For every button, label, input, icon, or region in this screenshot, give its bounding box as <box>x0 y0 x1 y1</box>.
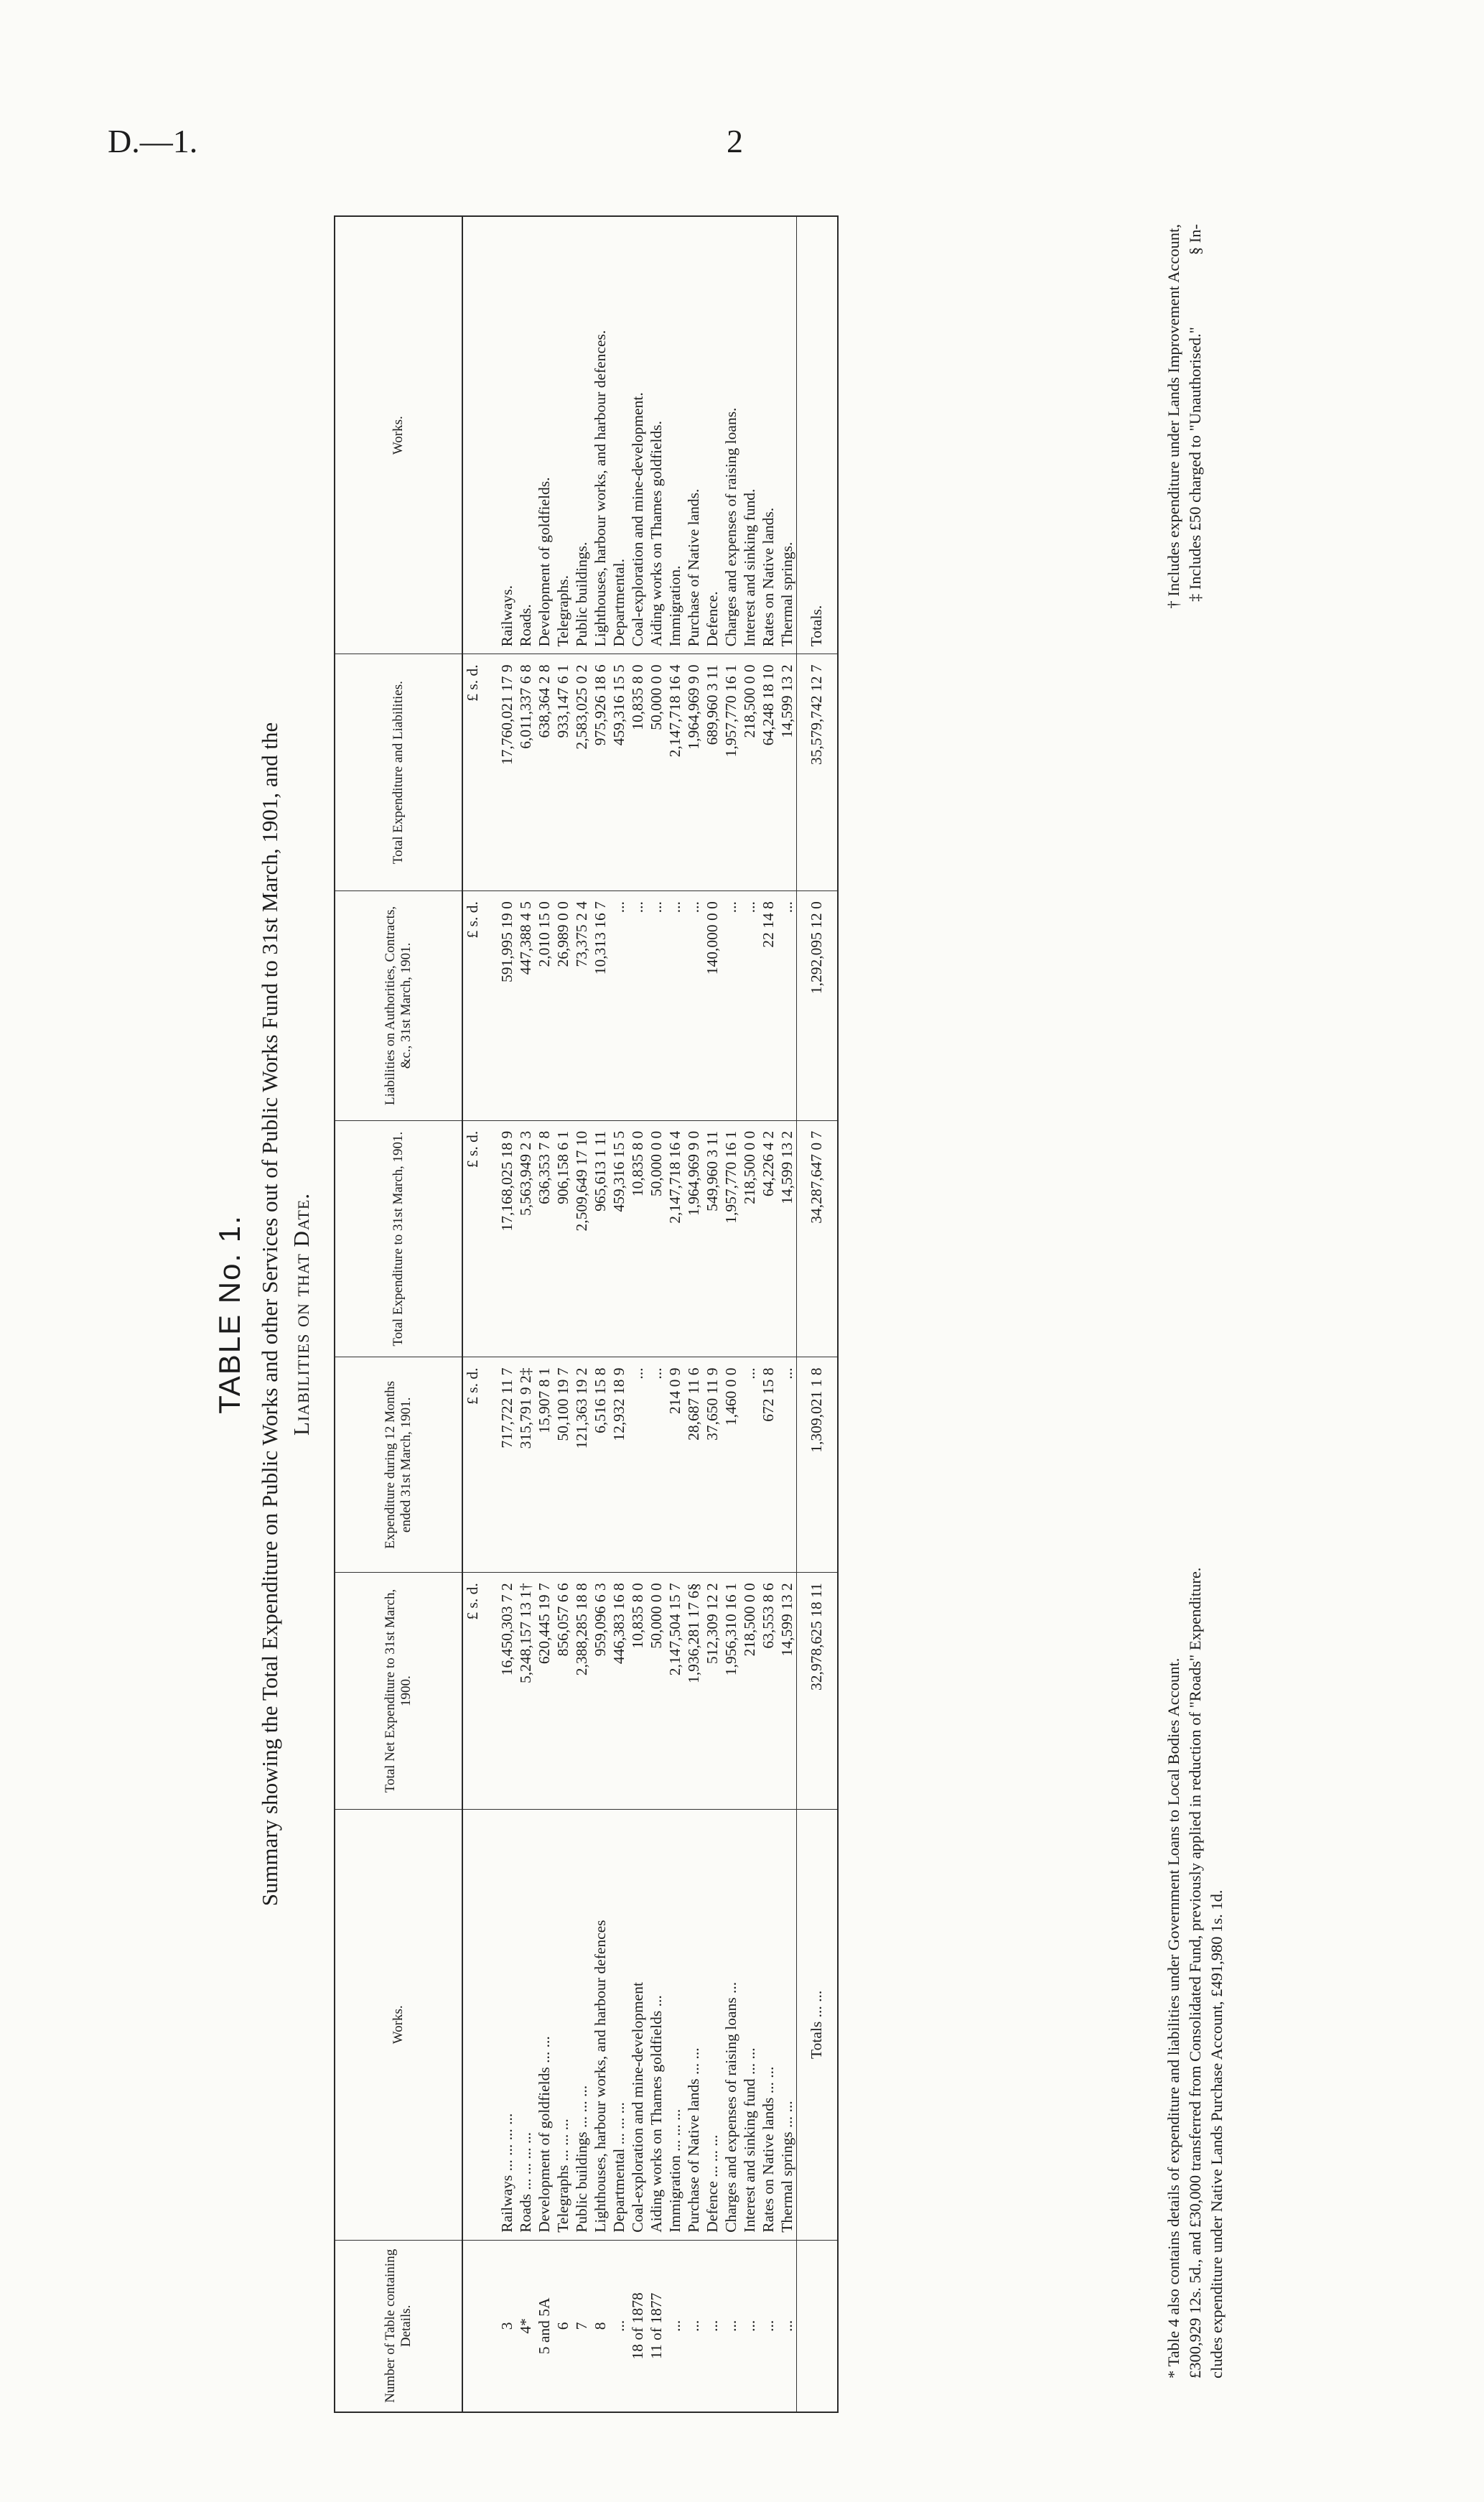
row-ref: ... <box>610 2240 628 2412</box>
table-summary <box>254 215 317 2413</box>
row-liab: 22 14 8 <box>759 891 778 1121</box>
row-total1901: 5,563,949 2 3 <box>516 1120 535 1357</box>
totals-net1900: 32,978,625 18 11 <box>797 1573 839 1810</box>
row-totalexp: 218,500 0 0 <box>740 654 759 891</box>
row-totalexp: 64,248 18 10 <box>759 654 778 891</box>
row-exp12: ... <box>628 1357 647 1573</box>
row-works-right: Coal-exploration and mine-development. <box>628 216 647 654</box>
row-net1900: 2,388,285 18 8 <box>572 1573 591 1810</box>
table-row <box>722 216 740 2412</box>
row-total1901: 10,835 8 0 <box>628 1120 647 1357</box>
row-works: Defence ... ... ... <box>703 1809 722 2240</box>
footnote-dagger: † Includes expenditure under Lands Improvement Account, <box>1165 224 1182 609</box>
row-net1900: 959,096 6 3 <box>591 1573 610 1810</box>
totals-totalexp: 35,579,742 12 7 <box>797 654 839 891</box>
row-net1900: 446,383 16 8 <box>610 1573 628 1810</box>
table-row <box>666 216 684 2412</box>
row-net1900: 14,599 13 2 <box>778 1573 797 1810</box>
row-net1900: 1,956,310 16 1 <box>722 1573 740 1810</box>
row-works: Coal-exploration and mine-development <box>628 1809 647 2240</box>
row-works-right: Railways. <box>482 216 516 654</box>
col-header-total1901: Total Expenditure to 31st March, 1901. <box>335 1120 462 1357</box>
row-net1900: 10,835 8 0 <box>628 1573 647 1810</box>
table-row <box>535 216 554 2412</box>
row-ref: ... <box>759 2240 778 2412</box>
row-works: Purchase of Native lands ... ... <box>684 1809 703 2240</box>
row-total1901: 64,226 4 2 <box>759 1120 778 1357</box>
col-header-net1900: Total Net Expenditure to 31st March, 1900. <box>335 1573 462 1810</box>
footnote-double-dagger: ‡ Includes £50 charged to "Unauthorised." <box>1186 327 1204 602</box>
row-totalexp: 2,583,025 0 2 <box>572 654 591 891</box>
footnote-section: § In- <box>1186 224 1204 256</box>
row-exp12: 121,363 19 2 <box>572 1357 591 1573</box>
row-liab: 73,375 2 4 <box>572 891 591 1121</box>
row-liab: ... <box>628 891 647 1121</box>
row-exp12: 37,650 11 9 <box>703 1357 722 1573</box>
col-header-works: Works. <box>335 1809 462 2240</box>
row-totalexp: 17,760,021 17 9 <box>482 654 516 891</box>
table-row <box>628 216 647 2412</box>
row-net1900: 512,309 12 2 <box>703 1573 722 1810</box>
row-totalexp: 1,957,770 16 1 <box>722 654 740 891</box>
row-works-right: Departmental. <box>610 216 628 654</box>
col-header-exp12: Expenditure during 12 Months ended 31st March, 1901. <box>335 1357 462 1573</box>
col-header-totalexp: Total Expenditure and Liabilities. <box>335 654 462 891</box>
row-liab: 447,388 4 5 <box>516 891 535 1121</box>
row-totalexp: 10,835 8 0 <box>628 654 647 891</box>
row-totalexp: 2,147,718 16 4 <box>666 654 684 891</box>
units-total1901: £ s. d. <box>462 1120 482 1357</box>
row-total1901: 2,147,718 16 4 <box>666 1120 684 1357</box>
row-ref: ... <box>684 2240 703 2412</box>
row-total1901: 50,000 0 0 <box>647 1120 666 1357</box>
row-exp12: 672 15 8 <box>759 1357 778 1573</box>
totals-label: Totals ... ... <box>797 1809 839 2240</box>
row-exp12: ... <box>740 1357 759 1573</box>
row-liab: 26,989 0 0 <box>554 891 572 1121</box>
row-works: Thermal springs ... ... <box>778 1809 797 2240</box>
row-liab: ... <box>647 891 666 1121</box>
footnote-line-2-left: £300,929 12s. 5d., and £30,000 transferred from Consolidated Fund, previously applied in reduction of "Roads" Expenditure. <box>1186 1567 1204 2378</box>
row-liab: ... <box>610 891 628 1121</box>
row-net1900: 16,450,303 7 2 <box>482 1573 516 1810</box>
row-works: Aiding works on Thames goldfields ... <box>647 1809 666 2240</box>
table-row <box>482 216 516 2412</box>
row-works-right: Defence. <box>703 216 722 654</box>
row-works-right: Interest and sinking fund. <box>740 216 759 654</box>
row-ref: 3 <box>482 2240 516 2412</box>
row-net1900: 218,500 0 0 <box>740 1573 759 1810</box>
row-works: Interest and sinking fund ... ... <box>740 1809 759 2240</box>
table-row <box>516 216 535 2412</box>
units-totalexp: £ s. d. <box>462 654 482 891</box>
table-row <box>759 216 778 2412</box>
expenditure-table <box>334 215 839 2413</box>
table-row <box>647 216 666 2412</box>
row-total1901: 965,613 1 11 <box>591 1120 610 1357</box>
rotated-table-block <box>208 201 1299 2427</box>
row-total1901: 549,960 3 11 <box>703 1120 722 1357</box>
row-liab: 10,313 16 7 <box>591 891 610 1121</box>
table-row <box>572 216 591 2412</box>
row-works: Roads ... ... ... ... <box>516 1809 535 2240</box>
row-ref: 4* <box>516 2240 535 2412</box>
row-works: Telegraphs ... ... ... <box>554 1809 572 2240</box>
units-exp12: £ s. d. <box>462 1357 482 1573</box>
summary-line-2: Liabilities on that Date. <box>289 1192 314 1436</box>
row-liab: ... <box>778 891 797 1121</box>
table-row <box>610 216 628 2412</box>
row-totalexp: 14,599 13 2 <box>778 654 797 891</box>
table-row <box>778 216 797 2412</box>
units-net1900: £ s. d. <box>462 1573 482 1810</box>
row-exp12: 6,516 15 8 <box>591 1357 610 1573</box>
row-exp12: 15,907 8 1 <box>535 1357 554 1573</box>
row-exp12: 1,460 0 0 <box>722 1357 740 1573</box>
row-exp12: ... <box>647 1357 666 1573</box>
footnote-line-3: cludes expenditure under Native Lands Purchase Account, £491,980 1s. 1d. <box>1208 1889 1226 2378</box>
row-works: Railways ... ... ... ... <box>482 1809 516 2240</box>
totals-exp12: 1,309,021 1 8 <box>797 1357 839 1573</box>
row-works-right: Rates on Native lands. <box>759 216 778 654</box>
totals-row <box>797 216 839 2412</box>
footnote-line-2 <box>1185 224 1206 2407</box>
row-totalexp: 689,960 3 11 <box>703 654 722 891</box>
col-header-liab: Liabilities on Authorities, Contracts, &c., 31st March, 1901. <box>335 891 462 1121</box>
row-works: Immigration ... ... ... <box>666 1809 684 2240</box>
row-total1901: 1,964,969 9 0 <box>684 1120 703 1357</box>
row-ref: 8 <box>591 2240 610 2412</box>
row-totalexp: 933,147 6 1 <box>554 654 572 891</box>
row-exp12: 50,100 19 7 <box>554 1357 572 1573</box>
table-title: TABLE No. 1. <box>213 1214 246 1414</box>
footnote-line-1 <box>1163 224 1185 2407</box>
row-total1901: 2,509,649 17 10 <box>572 1120 591 1357</box>
page-code: D.—1. <box>108 123 198 159</box>
row-liab: 591,995 19 0 <box>482 891 516 1121</box>
table-row <box>591 216 610 2412</box>
row-liab: ... <box>684 891 703 1121</box>
row-total1901: 17,168,025 18 9 <box>482 1120 516 1357</box>
col-header-works-right: Works. <box>335 216 462 654</box>
row-works-right: Telegraphs. <box>554 216 572 654</box>
row-total1901: 906,158 6 1 <box>554 1120 572 1357</box>
row-net1900: 63,553 8 6 <box>759 1573 778 1810</box>
table-header-row <box>335 216 462 2412</box>
row-ref: ... <box>722 2240 740 2412</box>
row-works-right: Charges and expenses of raising loans. <box>722 216 740 654</box>
totals-total1901: 34,287,647 0 7 <box>797 1120 839 1357</box>
row-works-right: Immigration. <box>666 216 684 654</box>
row-exp12: 315,791 9 2‡ <box>516 1357 535 1573</box>
footnotes <box>1163 224 1228 2407</box>
table-row <box>554 216 572 2412</box>
row-total1901: 14,599 13 2 <box>778 1120 797 1357</box>
row-total1901: 636,353 7 8 <box>535 1120 554 1357</box>
units-row <box>462 216 482 2412</box>
summary-line-1: Summary showing the Total Expenditure on Public Works and other Services out of Public Works Fund to 31st March, 1901, and the <box>257 722 282 1907</box>
row-works: Rates on Native lands ... ... <box>759 1809 778 2240</box>
row-total1901: 1,957,770 16 1 <box>722 1120 740 1357</box>
row-liab: ... <box>666 891 684 1121</box>
page-number: 2 <box>727 123 743 159</box>
row-works: Departmental ... ... ... <box>610 1809 628 2240</box>
row-works-right: Roads. <box>516 216 535 654</box>
table-row <box>684 216 703 2412</box>
units-liab: £ s. d. <box>462 891 482 1121</box>
footnote-star: * Table 4 also contains details of expenditure and liabilities under Government Loans to Local Bodies Account. <box>1165 1657 1182 2378</box>
row-works-right: Aiding works on Thames goldfields. <box>647 216 666 654</box>
row-exp12: 12,932 18 9 <box>610 1357 628 1573</box>
row-exp12: 717,722 11 7 <box>482 1357 516 1573</box>
row-exp12: 28,687 11 6 <box>684 1357 703 1573</box>
row-ref: ... <box>666 2240 684 2412</box>
row-totalexp: 50,000 0 0 <box>647 654 666 891</box>
row-works-right: Purchase of Native lands. <box>684 216 703 654</box>
row-works: Public buildings ... ... ... <box>572 1809 591 2240</box>
row-ref: 18 of 1878 <box>628 2240 647 2412</box>
row-ref: 7 <box>572 2240 591 2412</box>
row-totalexp: 975,926 18 6 <box>591 654 610 891</box>
row-liab: 2,010 15 0 <box>535 891 554 1121</box>
row-ref: 5 and 5A <box>535 2240 554 2412</box>
row-totalexp: 6,011,337 6 8 <box>516 654 535 891</box>
row-works-right: Lighthouses, harbour works, and harbour defences. <box>591 216 610 654</box>
row-exp12: ... <box>778 1357 797 1573</box>
row-total1901: 218,500 0 0 <box>740 1120 759 1357</box>
table-row <box>740 216 759 2412</box>
row-works-right: Public buildings. <box>572 216 591 654</box>
table-row <box>703 216 722 2412</box>
row-works: Charges and expenses of raising loans ... <box>722 1809 740 2240</box>
row-works-right: Development of goldfields. <box>535 216 554 654</box>
row-ref: 6 <box>554 2240 572 2412</box>
row-works-right: Thermal springs. <box>778 216 797 654</box>
row-total1901: 459,316 15 5 <box>610 1120 628 1357</box>
row-ref: 11 of 1877 <box>647 2240 666 2412</box>
totals-liab: 1,292,095 12 0 <box>797 891 839 1121</box>
row-ref: ... <box>703 2240 722 2412</box>
row-net1900: 50,000 0 0 <box>647 1573 666 1810</box>
row-totalexp: 638,364 2 8 <box>535 654 554 891</box>
row-net1900: 856,057 6 6 <box>554 1573 572 1810</box>
row-totalexp: 459,316 15 5 <box>610 654 628 891</box>
row-net1900: 620,445 19 7 <box>535 1573 554 1810</box>
row-exp12: 214 0 9 <box>666 1357 684 1573</box>
row-net1900: 2,147,504 15 7 <box>666 1573 684 1810</box>
totals-works-right: Totals. <box>797 216 839 654</box>
row-net1900: 5,248,157 13 1† <box>516 1573 535 1810</box>
col-header-ref: Number of Table containing Details. <box>335 2240 462 2412</box>
row-net1900: 1,936,281 17 6§ <box>684 1573 703 1810</box>
row-liab: ... <box>722 891 740 1121</box>
row-works: Development of goldfields ... ... <box>535 1809 554 2240</box>
row-totalexp: 1,964,969 9 0 <box>684 654 703 891</box>
row-ref: ... <box>740 2240 759 2412</box>
row-works: Lighthouses, harbour works, and harbour defences <box>591 1809 610 2240</box>
row-liab: ... <box>740 891 759 1121</box>
row-liab: 140,000 0 0 <box>703 891 722 1121</box>
row-ref: ... <box>778 2240 797 2412</box>
